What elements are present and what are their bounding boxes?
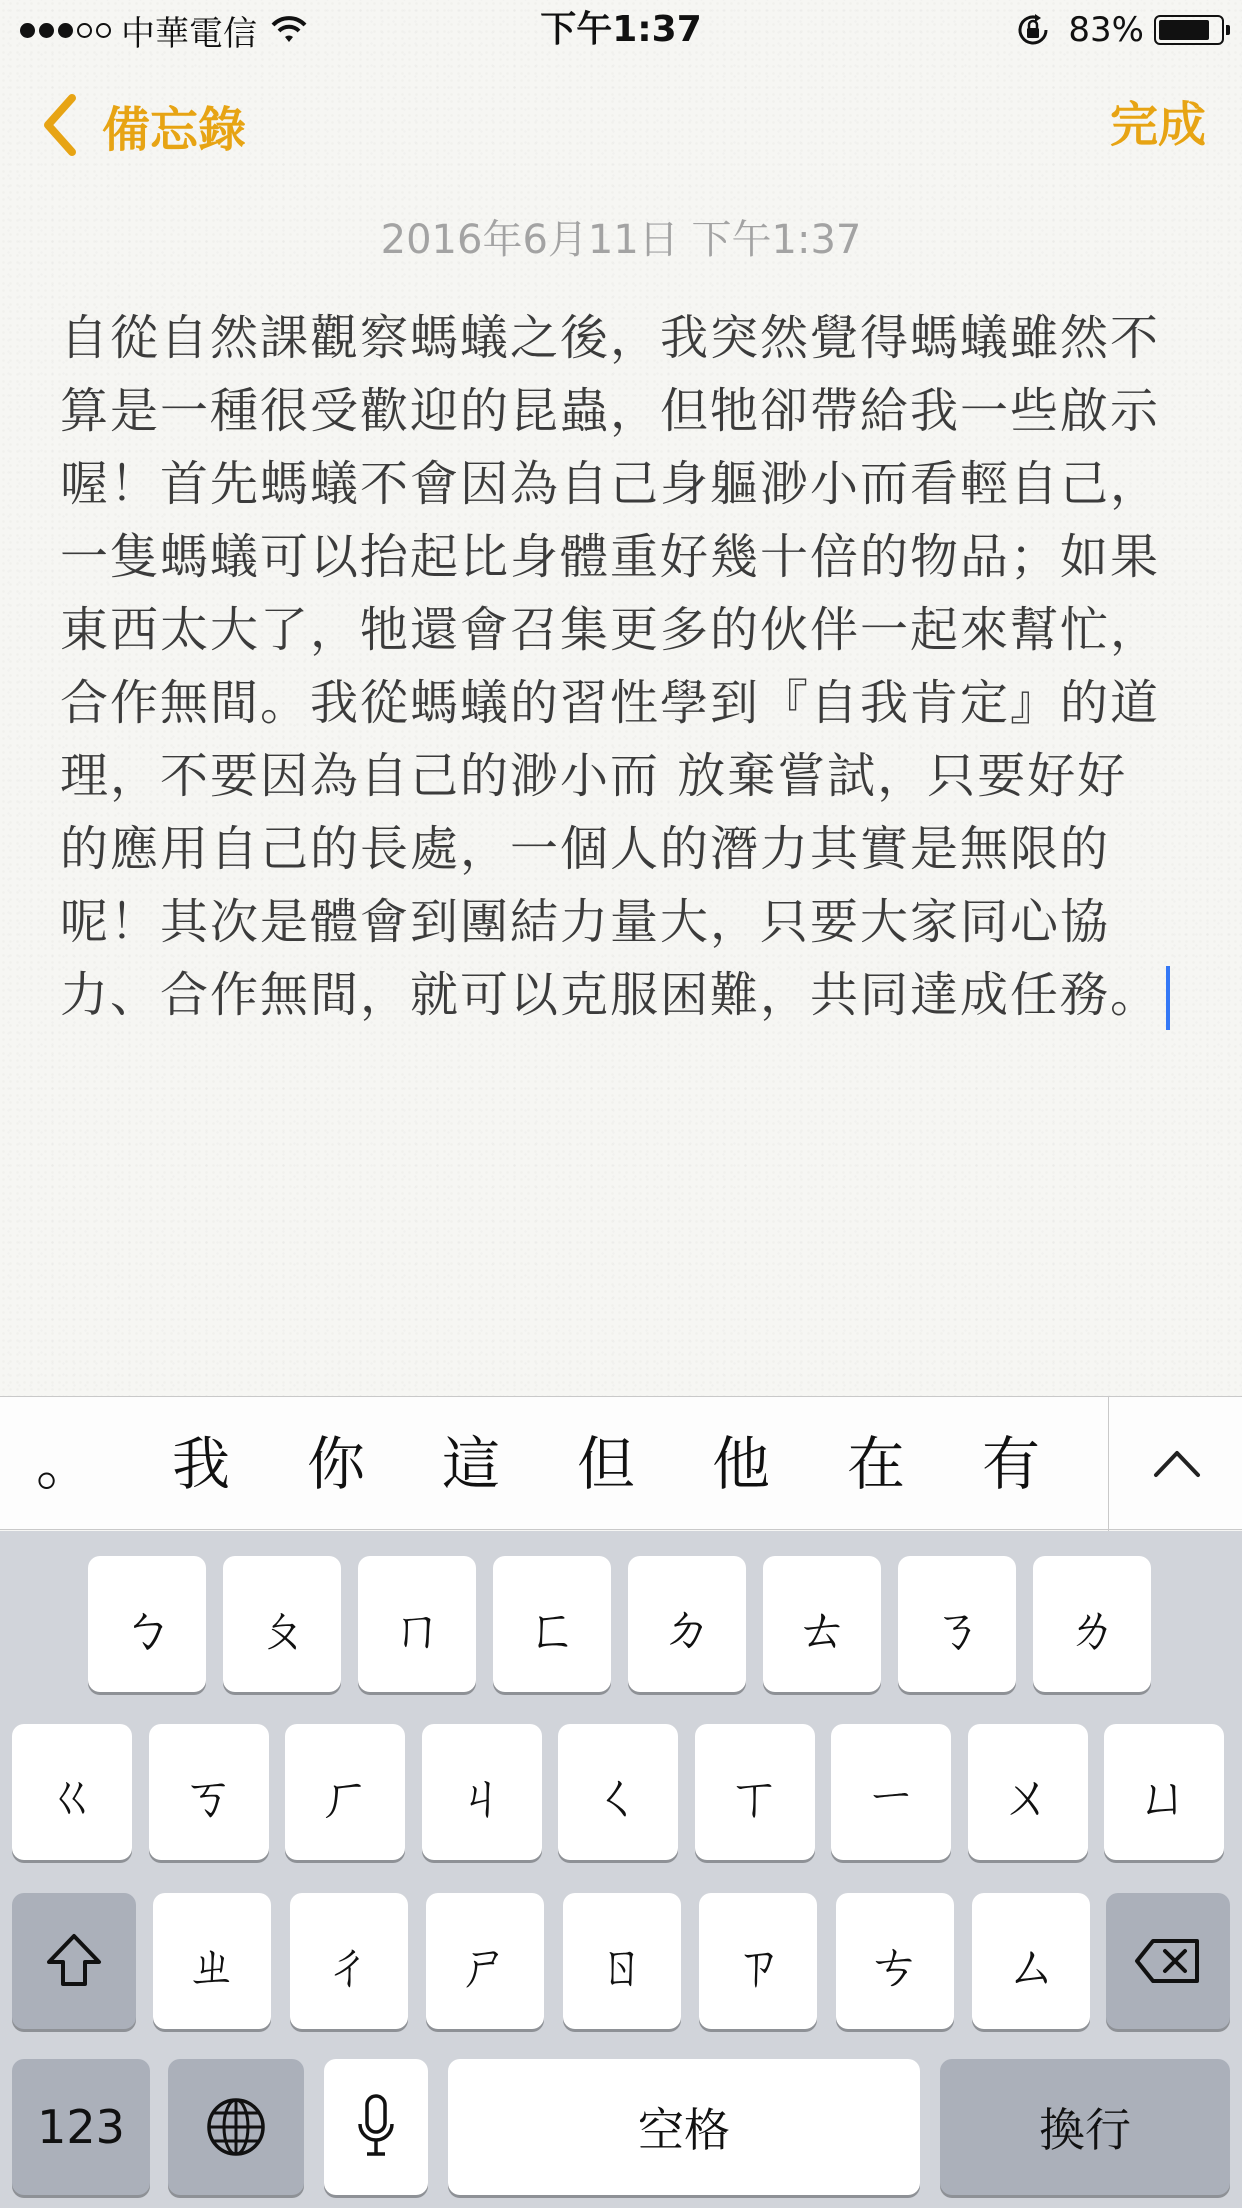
back-button[interactable] — [40, 90, 246, 160]
battery-fill — [1159, 20, 1209, 40]
orientation-lock-icon — [1016, 13, 1050, 47]
candidate-word[interactable]: 在 — [846, 1430, 905, 1498]
key-ㄌ[interactable]: ㄌ — [1033, 1556, 1151, 1692]
note-text-area[interactable] — [60, 302, 1192, 1032]
candidate-word[interactable]: 我 — [171, 1430, 230, 1498]
battery-percent: 83% — [1068, 10, 1144, 50]
mic-icon — [356, 2092, 396, 2162]
note-line: 一隻螞蟻可以抬起比身體重好幾十倍的物品；如果 — [60, 529, 1161, 585]
candidate-word[interactable]: 他 — [711, 1430, 770, 1498]
note-line: 的應用自己的長處，一個人的潛力其實是無限的 — [60, 821, 1111, 877]
shift-icon — [43, 1932, 105, 1990]
key-ㄒ[interactable]: ㄒ — [695, 1724, 815, 1860]
key-ㄇ[interactable]: ㄇ — [358, 1556, 476, 1692]
delete-key[interactable] — [1106, 1893, 1230, 2029]
key-ㄩ[interactable]: ㄩ — [1104, 1724, 1224, 1860]
candidate-word[interactable]: 。 — [35, 1430, 94, 1498]
globe-icon — [205, 2096, 267, 2158]
space-key[interactable]: 空格 — [448, 2059, 920, 2195]
note-line: 自從自然課觀察螞蟻之後，我突然覺得螞蟻雖然不 — [60, 310, 1161, 366]
return-key[interactable]: 換行 — [940, 2059, 1230, 2195]
dictation-key[interactable] — [324, 2059, 428, 2195]
key-ㄙ[interactable]: ㄙ — [972, 1893, 1090, 2029]
key-ㄆ[interactable]: ㄆ — [223, 1556, 341, 1692]
key-ㄕ[interactable]: ㄕ — [426, 1893, 544, 2029]
status-bar — [0, 0, 1242, 60]
chevron-up-icon[interactable] — [1150, 1439, 1204, 1489]
note-line: 力、合作無間，就可以克服困難，共同達成任務。 — [60, 959, 1192, 1032]
candidate-word[interactable]: 你 — [306, 1430, 365, 1498]
key-ㄎ[interactable]: ㄎ — [149, 1724, 269, 1860]
key-ㄋ[interactable]: ㄋ — [898, 1556, 1016, 1692]
note-line: 呢！其次是體會到團結力量大，只要大家同心協 — [60, 894, 1111, 950]
key-ㄔ[interactable]: ㄔ — [290, 1893, 408, 2029]
shift-key[interactable] — [12, 1893, 136, 2029]
note-line: 算是一種很受歡迎的昆蟲，但牠卻帶給我一些啟示 — [60, 383, 1161, 439]
note-line: 東西太大了，牠還會召集更多的伙伴一起來幫忙， — [60, 602, 1161, 658]
key-ㄨ[interactable]: ㄨ — [968, 1724, 1088, 1860]
candidate-word[interactable]: 但 — [576, 1430, 635, 1498]
candidate-bar — [0, 1396, 1242, 1530]
key-ㄏ[interactable]: ㄏ — [285, 1724, 405, 1860]
key-ㄅ[interactable]: ㄅ — [88, 1556, 206, 1692]
globe-key[interactable] — [168, 2059, 304, 2195]
key-ㄗ[interactable]: ㄗ — [699, 1893, 817, 2029]
carrier-name: 中華電信 — [121, 13, 257, 54]
note-line: 合作無間。我從螞蟻的習性學到『自我肯定』的道 — [60, 675, 1161, 731]
key-ㄧ[interactable]: ㄧ — [831, 1724, 951, 1860]
delete-icon — [1133, 1937, 1203, 1985]
key-ㄘ[interactable]: ㄘ — [836, 1893, 954, 2029]
key-ㄈ[interactable]: ㄈ — [493, 1556, 611, 1692]
key-ㄓ[interactable]: ㄓ — [153, 1893, 271, 2029]
status-time: 下午1:37 — [540, 9, 702, 50]
zhuyin-keyboard — [0, 1531, 1242, 2208]
key-ㄊ[interactable]: ㄊ — [763, 1556, 881, 1692]
text-cursor — [1166, 966, 1170, 1030]
key-ㄉ[interactable]: ㄉ — [628, 1556, 746, 1692]
key-ㄍ[interactable]: ㄍ — [12, 1724, 132, 1860]
note-line: 喔！首先螞蟻不會因為自己身軀渺小而看輕自己， — [60, 456, 1161, 512]
key-ㄐ[interactable]: ㄐ — [422, 1724, 542, 1860]
candidate-word[interactable]: 有 — [981, 1430, 1040, 1498]
candidate-word[interactable]: 這 — [441, 1430, 500, 1498]
note-line: 理，不要因為自己的渺小而 放棄嘗試，只要好好 — [60, 748, 1128, 804]
key-ㄖ[interactable]: ㄖ — [563, 1893, 681, 2029]
status-right — [1016, 8, 1224, 52]
note-date: 2016年6月11日 下午1:37 — [380, 217, 862, 263]
candidate-divider — [1108, 1397, 1109, 1531]
battery-icon — [1154, 15, 1224, 45]
done-button[interactable]: 完成 — [1109, 97, 1206, 153]
chevron-left-icon — [40, 92, 80, 158]
back-button-label: 備忘錄 — [102, 101, 247, 158]
numbers-key[interactable]: 123 — [12, 2059, 150, 2195]
key-ㄑ[interactable]: ㄑ — [558, 1724, 678, 1860]
